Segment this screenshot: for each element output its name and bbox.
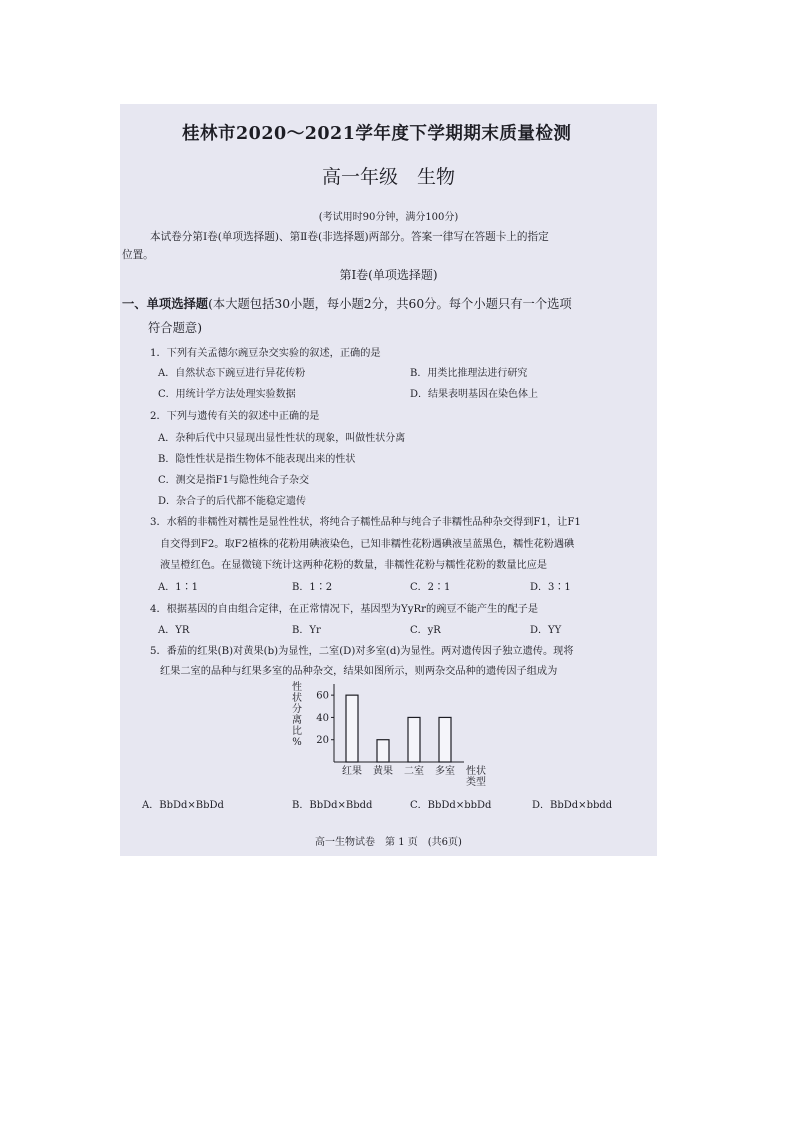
x-tick-label: 二室 xyxy=(404,766,424,777)
instructions-line-2: 位置。 xyxy=(122,249,154,261)
instructions-line-1: 本试卷分第Ⅰ卷(单项选择题)、第Ⅱ卷(非选择题)两部分。答案一律写在答题卡上的指定 xyxy=(150,231,549,243)
page-footer: 高一生物试卷 第 1 页 (共6页) xyxy=(315,837,462,848)
section-heading: 第Ⅰ卷(单项选择题) xyxy=(339,268,438,282)
question-1-option-a: A．自然状态下豌豆进行异花传粉 xyxy=(158,368,306,379)
exam-page xyxy=(120,104,657,856)
bar xyxy=(377,740,389,762)
y-axis-label-char: 性 xyxy=(292,682,302,693)
question-2-option-b: B．隐性性状是指生物体不能表现出来的性状 xyxy=(158,454,356,465)
x-axis-label-line-2: 类型 xyxy=(466,777,486,788)
bar xyxy=(408,717,420,762)
y-ticks xyxy=(316,691,334,747)
question-3-stem-line-2: 自交得到F2。取F2植株的花粉用碘液染色，已知非糯性花粉遇碘液呈蓝黑色，糯性花粉遇碘 xyxy=(160,539,575,550)
y-tick-label: 20 xyxy=(316,735,329,747)
question-2-option-d: D．杂合子的后代都不能稳定遗传 xyxy=(158,496,307,507)
question-1-option-d: D．结果表明基因在染色体上 xyxy=(410,389,539,400)
x-axis-label-line-1: 性状 xyxy=(466,766,486,777)
bar xyxy=(439,717,451,762)
question-5-option-b: B．BbDd×Bbdd xyxy=(292,800,373,811)
question-4-stem: 4．根据基因的自由组合定律，在正常情况下，基因型为YyRr的豌豆不能产生的配子是 xyxy=(150,604,539,615)
y-axis-label-char: 状 xyxy=(292,693,302,704)
question-1-option-c: C．用统计学方法处理实验数据 xyxy=(158,389,296,400)
question-4-option-c: C．yR xyxy=(410,625,441,636)
question-3-option-a: A．1∶1 xyxy=(158,582,198,593)
question-5-stem-line-1: 5．番茄的红果(B)对黄果(b)为显性，二室(D)对多室(d)为显性。两对遗传因子独立遗传。现将 xyxy=(150,646,574,657)
question-3-stem-line-3: 液呈橙红色。在显微镜下统计这两种花粉的数量，非糯性花粉与糯性花粉的数量比应是 xyxy=(160,560,548,571)
x-tick-label: 黄果 xyxy=(373,766,393,777)
y-tick-label: 60 xyxy=(316,690,329,702)
section-title-bold: 一、单项选择题 xyxy=(122,296,209,311)
question-4-option-a: A．YR xyxy=(158,625,190,636)
question-5-option-d: D．BbDd×bbdd xyxy=(532,800,613,811)
y-axis-label xyxy=(292,680,302,748)
question-2-option-c: C．测交是指F1与隐性纯合子杂交 xyxy=(158,475,309,486)
trait-ratio-bar-chart xyxy=(290,680,490,790)
x-axis-label xyxy=(466,764,486,788)
question-5-option-c: C．BbDd×bbDd xyxy=(410,800,492,811)
question-3-option-c: C．2∶1 xyxy=(410,582,451,593)
bar xyxy=(346,695,358,762)
y-tick-label: 40 xyxy=(316,712,329,724)
question-1-stem: 1．下列有关孟德尔豌豆杂交实验的叙述，正确的是 xyxy=(150,348,381,359)
exam-title: 桂林市2020～2021学年度下学期期末质量检测 xyxy=(182,124,572,144)
question-2-option-a: A．杂种后代中只显现出显性性状的现象，叫做性状分离 xyxy=(158,433,406,444)
question-5-stem-line-2: 红果二室的品种与红果多室的品种杂交，结果如图所示，则两杂交品种的遗传因子组成为 xyxy=(160,666,558,677)
y-axis-label-char: % xyxy=(292,737,302,748)
section-title xyxy=(122,294,572,312)
question-3-option-d: D．3∶1 xyxy=(530,582,571,593)
y-axis-label-char: 分 xyxy=(292,704,302,715)
y-axis-label-char: 离 xyxy=(292,715,302,726)
question-1-option-b: B．用类比推理法进行研究 xyxy=(410,368,528,379)
bars xyxy=(346,695,451,762)
exam-subtitle: 高一年级 生物 xyxy=(321,166,455,188)
question-4-option-b: B．Yr xyxy=(292,625,321,636)
time-note: (考试用时90分钟，满分100分) xyxy=(318,212,459,223)
question-5-option-a: A．BbDd×BbDd xyxy=(142,800,224,811)
x-tick-labels xyxy=(342,764,455,777)
section-title-line2: 符合题意) xyxy=(148,321,202,335)
question-4-option-d: D．YY xyxy=(530,625,562,636)
x-tick-label: 红果 xyxy=(342,766,362,777)
y-axis-label-char: 比 xyxy=(292,726,302,737)
question-2-stem: 2．下列与遗传有关的叙述中正确的是 xyxy=(150,411,320,422)
x-tick-label: 多室 xyxy=(435,766,455,777)
question-3-option-b: B．1∶2 xyxy=(292,582,333,593)
section-title-rest: (本大题包括30小题，每小题2分，共60分。每个小题只有一个选项 xyxy=(208,297,572,311)
question-3-stem-line-1: 3．水稻的非糯性对糯性是显性性状，将纯合子糯性品种与纯合子非糯性品种杂交得到F1，让F1 xyxy=(150,517,581,528)
